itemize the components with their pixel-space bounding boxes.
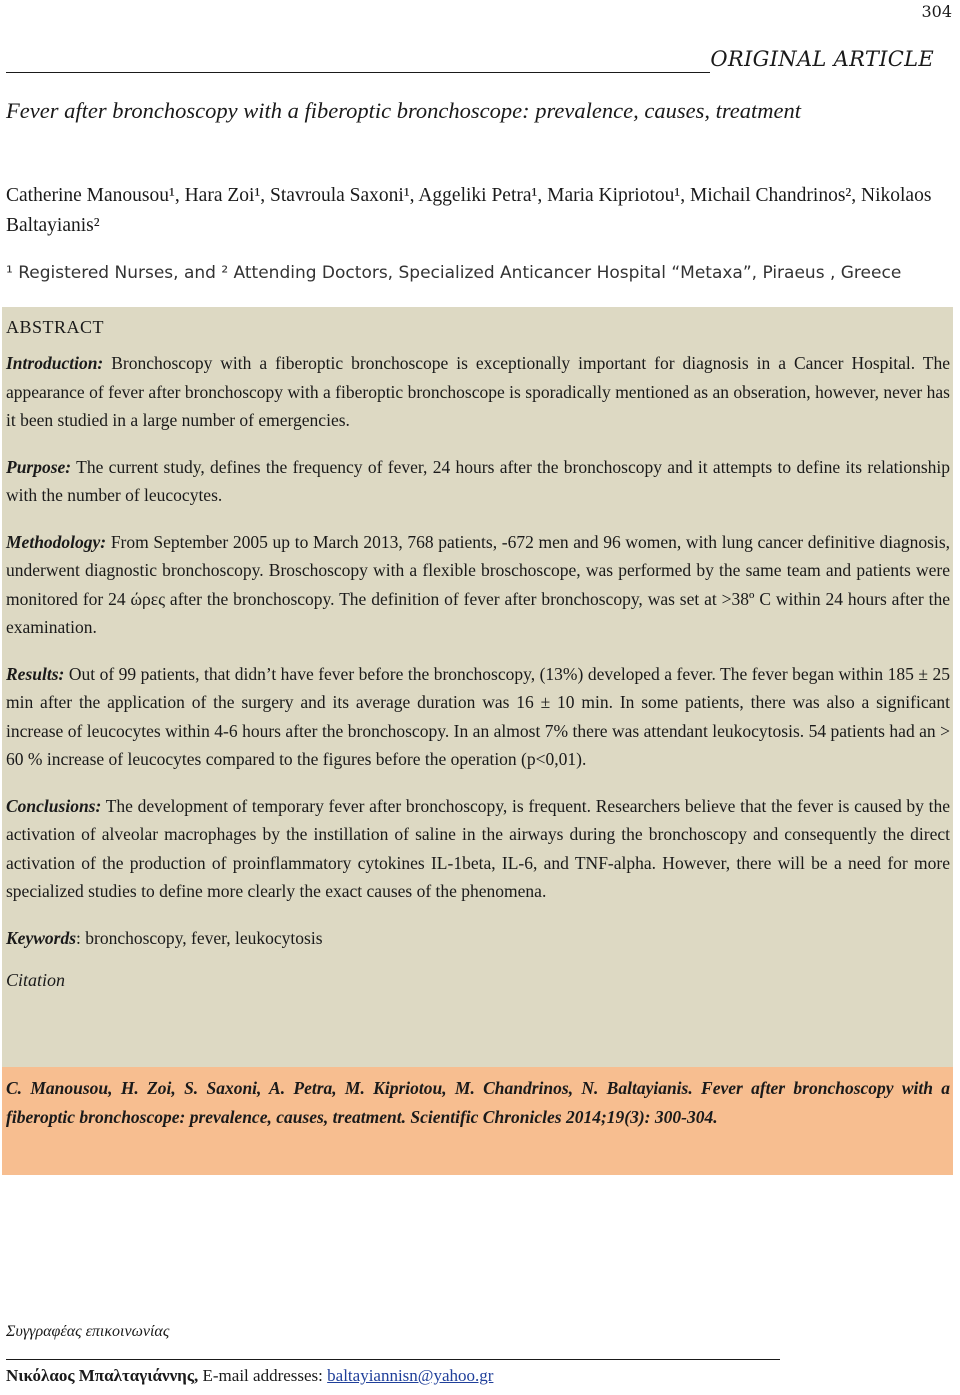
results-text: Out of 99 patients, that didn’t have fever before the bronchoscopy, (13%) developed a fever. The fever began within 185 ± 25 min after the application of the surgery and its average duration was 16 ± 10 min. In some patients, there was also a significant increase of leucocytes within 4-6 hours after the bronchoscopy. In an almost 7% there was attendant leukocytosis. 54 patients had an > 60 % increase of leucocytes compared to the figures before the operation (p<0,01). (6, 663, 950, 769)
conclusions-section (6, 792, 950, 906)
citation-box (2, 1067, 953, 1175)
footer-rule (6, 1359, 780, 1360)
methodology-text: From September 2005 up to March 2013, 768 patients, -672 men and 96 women, with lung cancer definitive diagnosis, underwent diagnostic bronchoscopy. Broschoscopy with a flexible broschoscope, was performed by the same team and patients were monitored for 24 ώρες after the bronchoscopy. The definition of fever after bronchoscopy, was set at >38º C within 24 hours after the examination. (6, 531, 951, 637)
citation-text: C. Manousou, H. Zoi, S. Saxoni, A. Petra, M. Kipriotou, M. Chandrinos, N. Baltayianis. Fever after bronchoscopy with a fiberoptic bronchoscope: prevalence, causes, treatment. Scientific Chronicles 2014;19(3): 300-304. (6, 1078, 950, 1127)
methodology-label: Methodology: (6, 531, 107, 552)
email-label: E-mail addresses: (198, 1366, 328, 1385)
keywords-section (6, 924, 950, 953)
page-number: 304 (921, 2, 952, 21)
article-type: ORIGINAL ARTICLE (710, 47, 934, 71)
conclusions-label: Conclusions: (6, 795, 102, 816)
keywords-text: : bronchoscopy, fever, leukocytosis (76, 927, 323, 948)
introduction-text: Bronchoscopy with a fiberoptic bronchoscope is exceptionally important for diagnosis in a Cancer Hospital. The appearance of fever after bronchoscopy with a fiberoptic bronchoscope is sporadically mentioned as an obseration, however, never has it been studied in a large number of emergencies. (6, 353, 951, 430)
affiliation: ¹ Registered Nurses, and ² Attending Doctors, Specialized Anticancer Hospital “Metaxa”, Piraeus , Greece (6, 263, 902, 283)
abstract-body (6, 349, 950, 991)
corresponding-author-label: Συγγραφέας επικοινωνίας (6, 1323, 170, 1340)
results-label: Results: (6, 663, 65, 684)
results-section (6, 660, 950, 774)
email-link[interactable]: baltayiannisn@yahoo.gr (327, 1366, 494, 1385)
corresponding-author-name: Νικόλαος Μπαλταγιάννης, (6, 1366, 199, 1385)
article-title: Fever after bronchoscopy with a fiberoptic bronchoscope: prevalence, causes, treatment (6, 98, 801, 123)
purpose-label: Purpose: (6, 456, 72, 477)
abstract-box (2, 307, 953, 1067)
abstract-heading: ABSTRACT (6, 317, 105, 337)
corresponding-author-line (6, 1366, 493, 1386)
methodology-section (6, 528, 950, 642)
keywords-label: Keywords (6, 927, 76, 948)
citation-heading: Citation (6, 970, 66, 990)
header-rule (6, 72, 710, 73)
introduction-section (6, 349, 950, 435)
purpose-text: The current study, defines the frequency of fever, 24 hours after the bronchoscopy and it attempts to define its relationship with the number of leucocytes. (6, 456, 950, 505)
purpose-section (6, 453, 950, 510)
introduction-label: Introduction: (6, 353, 104, 373)
conclusions-text: The development of temporary fever after bronchoscopy, is frequent. Researchers believe that the fever is caused by the activation of alveolar macrophages by the instillation of saline in the airways during the bronchoscopy and consequently the direct activation of the production of proinflammatory cytokines IL-1beta, IL-6, and TNF-alpha. However, there will be a need for more specialized studies to define more clearly the exact causes of the phenomena. (6, 795, 950, 901)
author-list: Catherine Manousou¹, Hara Zoi¹, Stavroula Saxoni¹, Aggeliki Petra¹, Maria Kipriotou¹, Michail Chandrinos², Nikolaos Baltayianis² (6, 185, 932, 236)
